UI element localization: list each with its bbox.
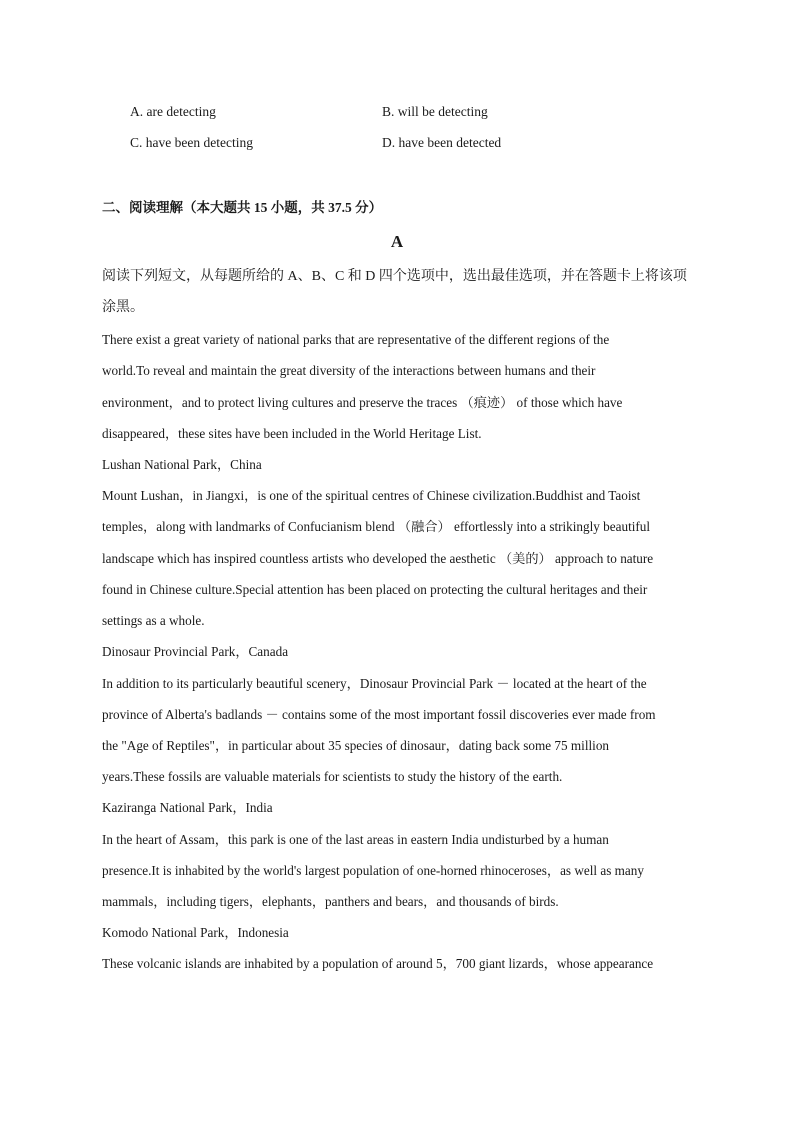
- intro-line: environment，and to protect living cultures and preserve the traces （痕迹） of those which have: [102, 395, 623, 410]
- park-text-line: mammals，including tigers，elephants，panthers and bears，and thousands of birds.: [102, 894, 559, 909]
- park-heading-dinosaur: Dinosaur Provincial Park，Canada: [102, 644, 289, 659]
- park-heading-lushan: Lushan National Park，China: [102, 457, 262, 472]
- park-text-line: temples，along with landmarks of Confucianism blend （融合） effortlessly into a strikingly beautiful: [102, 519, 651, 534]
- section-heading: 二、阅读理解（本大题共 15 小题，共 37.5 分）: [102, 200, 383, 215]
- park-heading-komodo: Komodo National Park，Indonesia: [102, 925, 289, 940]
- intro-line: disappeared，these sites have been included in the World Heritage List.: [102, 426, 482, 441]
- park-text-line: years.These fossils are valuable materials for scientists to study the history of the earth.: [102, 769, 563, 784]
- intro-line: There exist a great variety of national parks that are representative of the different regions of the: [102, 332, 610, 347]
- park-text-line: landscape which has inspired countless artists who developed the aesthetic （美的） approach to nature: [102, 551, 654, 566]
- park-text-line: In addition to its particularly beautiful scenery，Dinosaur Provincial Park － located at the heart of the: [102, 676, 647, 691]
- option-a: A. are detecting: [130, 104, 216, 119]
- park-text-line: In the heart of Assam，this park is one of the last areas in eastern India undisturbed by a human: [102, 832, 609, 847]
- park-heading-kaziranga: Kaziranga National Park，India: [102, 800, 273, 815]
- intro-line: world.To reveal and maintain the great diversity of the interactions between humans and their: [102, 363, 596, 378]
- instruction-line: 涂黑。: [102, 300, 144, 315]
- park-text-line: found in Chinese culture.Special attention has been placed on protecting the cultural heritages and their: [102, 582, 648, 597]
- park-text-line: the "Age of Reptiles"，in particular about 35 species of dinosaur，dating back some 75 million: [102, 738, 610, 753]
- instruction-line: 阅读下列短文，从每题所给的 A、B、C 和 D 四个选项中，选出最佳选项，并在答题卡上将该项: [102, 269, 687, 284]
- park-text-line: Mount Lushan，in Jiangxi，is one of the spiritual centres of Chinese civilization.Buddhist and Taoist: [102, 488, 641, 503]
- park-text-line: province of Alberta's badlands － contains some of the most important fossil discoveries ever made from: [102, 707, 656, 722]
- park-text-line: These volcanic islands are inhabited by a population of around 5，700 giant lizards，whose appearance: [102, 956, 654, 971]
- option-d: D. have been detected: [382, 135, 502, 150]
- park-text-line: settings as a whole.: [102, 613, 205, 628]
- park-text-line: presence.It is inhabited by the world's largest population of one-horned rhinoceroses，as well as many: [102, 863, 644, 878]
- option-c: C. have been detecting: [130, 135, 253, 150]
- passage-title: A: [390, 232, 404, 251]
- option-b: B. will be detecting: [382, 104, 488, 119]
